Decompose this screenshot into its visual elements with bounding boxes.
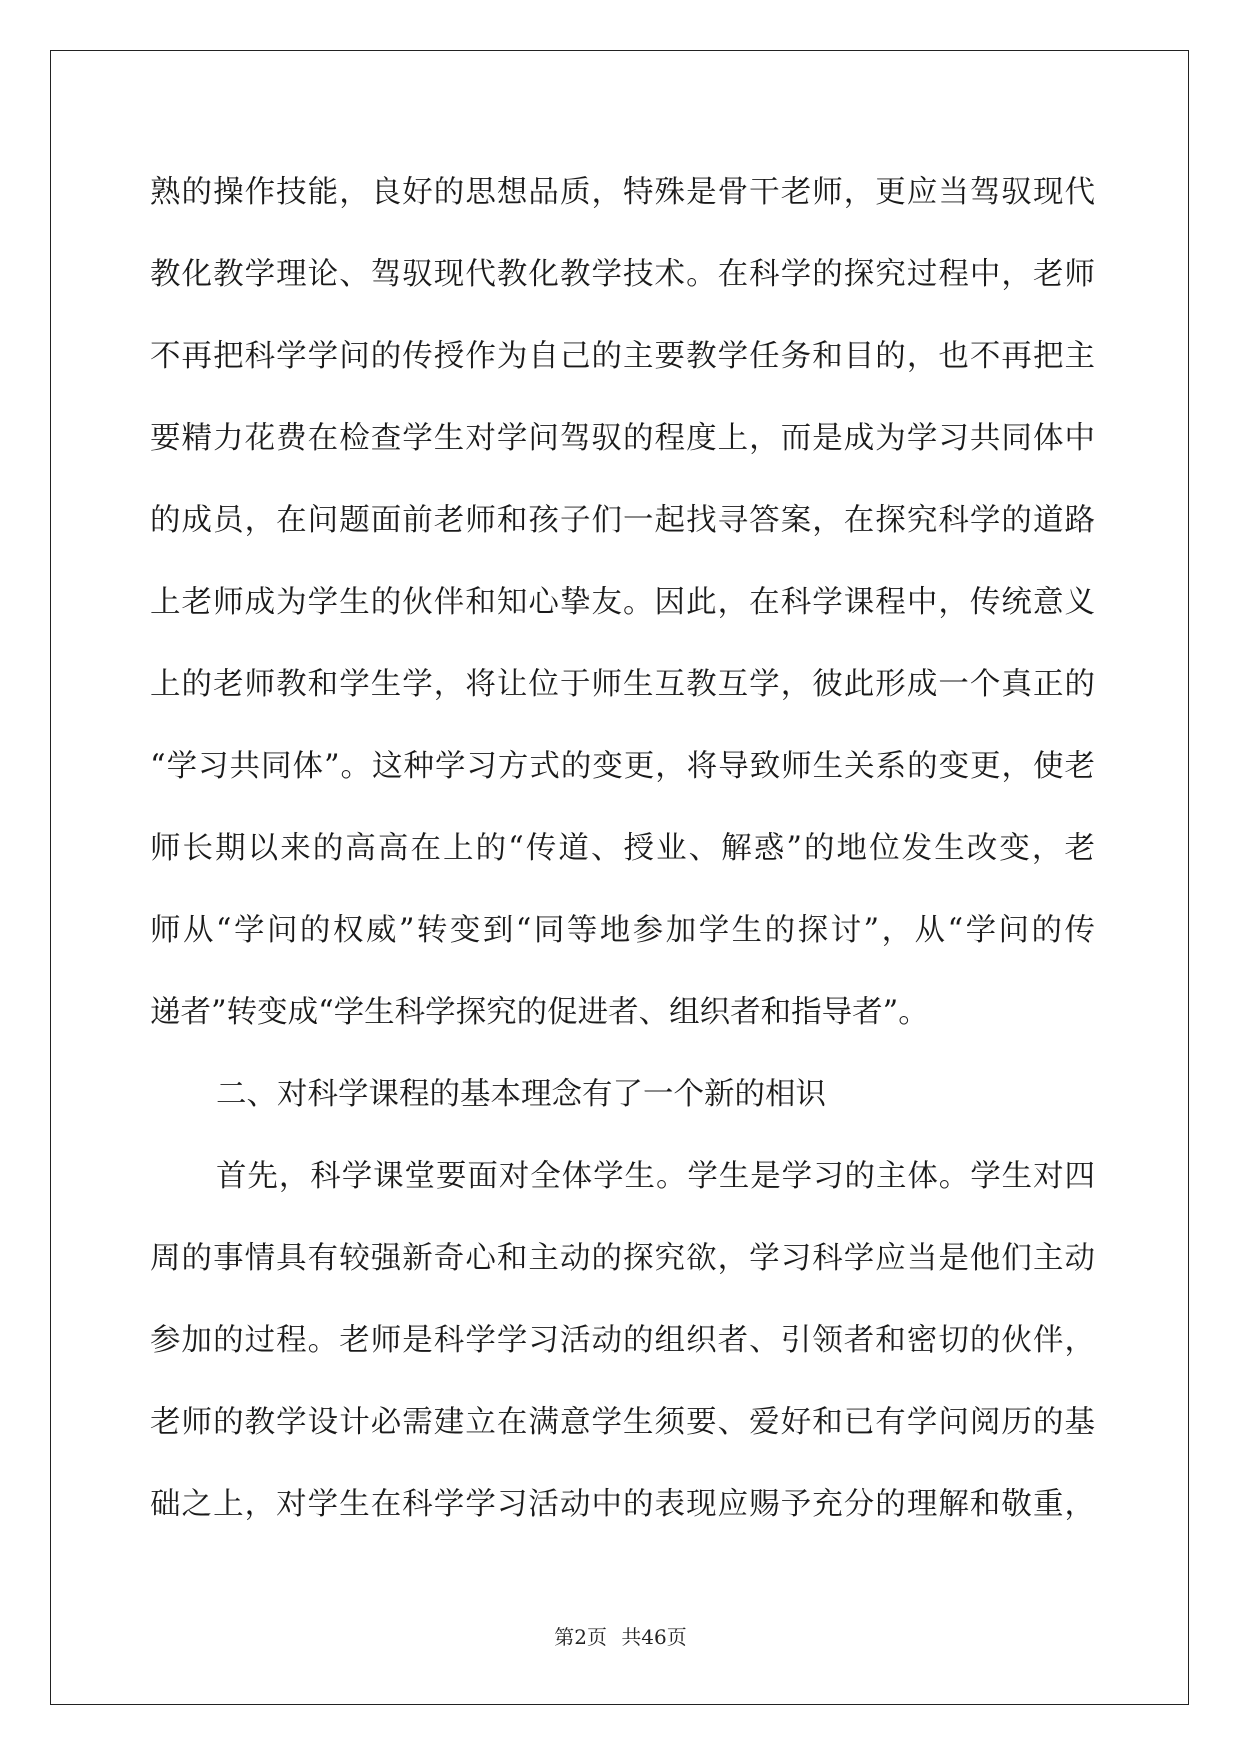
page-footer bbox=[0, 1621, 1241, 1650]
text-line: 不再把科学学问的传授作为自己的主要教学任务和目的，也不再把主 bbox=[150, 339, 1095, 374]
text-line: 的成员，在问题面前老师和孩子们一起找寻答案，在探究科学的道路 bbox=[150, 503, 1095, 538]
page-number-current: 第2页 bbox=[554, 1625, 607, 1649]
section-heading: 二、对科学课程的基本理念有了一个新的相识 bbox=[216, 1077, 826, 1112]
text-line: 熟的操作技能，良好的思想品质，特殊是骨干老师，更应当驾驭现代 bbox=[150, 175, 1095, 210]
text-line: 要精力花费在检查学生对学问驾驭的程度上，而是成为学习共同体中 bbox=[150, 421, 1095, 456]
text-line: 师长期以来的高高在上的“传道、授业、解惑”的地位发生改变，老 bbox=[150, 831, 1095, 866]
text-line: 础之上，对学生在科学学习活动中的表现应赐予充分的理解和敬重， bbox=[150, 1487, 1095, 1522]
text-line: 周的事情具有较强新奇心和主动的探究欲，学习科学应当是他们主动 bbox=[150, 1241, 1095, 1276]
text-line: 老师的教学设计必需建立在满意学生须要、爱好和已有学问阅历的基 bbox=[150, 1405, 1095, 1440]
document-body bbox=[150, 152, 1095, 1546]
text-line: 上的老师教和学生学，将让位于师生互教互学，彼此形成一个真正的 bbox=[150, 667, 1095, 702]
text-line: 首先，科学课堂要面对全体学生。学生是学习的主体。学生对四 bbox=[216, 1159, 1095, 1194]
text-line: 师从“学问的权威”转变到“同等地参加学生的探讨”，从“学问的传 bbox=[150, 913, 1095, 948]
text-line: 参加的过程。老师是科学学习活动的组织者、引领者和密切的伙伴， bbox=[150, 1323, 1095, 1358]
text-line: 教化教学理论、驾驭现代教化教学技术。在科学的探究过程中，老师 bbox=[150, 257, 1095, 292]
text-line: “学习共同体”。这种学习方式的变更，将导致师生关系的变更，使老 bbox=[150, 749, 1095, 784]
page-number-total: 共46页 bbox=[621, 1625, 687, 1649]
text-line: 递者”转变成“学生科学探究的促进者、组织者和指导者”。 bbox=[150, 995, 929, 1030]
text-line: 上老师成为学生的伙伴和知心挚友。因此，在科学课程中，传统意义 bbox=[150, 585, 1095, 620]
